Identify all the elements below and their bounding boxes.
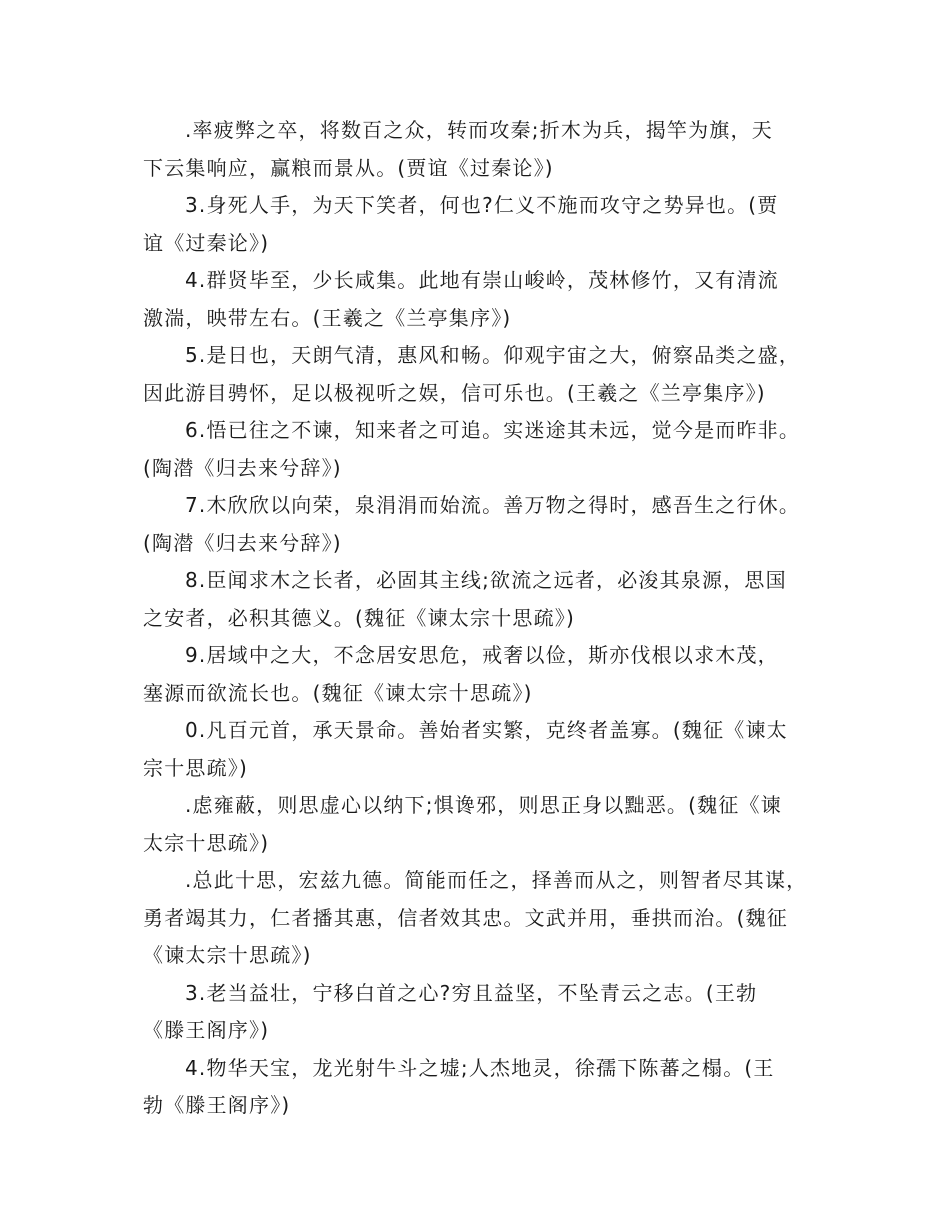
paragraph <box>143 787 813 862</box>
paragraph <box>143 637 813 712</box>
paragraph-line: 9.居域中之大，不念居安思危，戒奢以俭，斯亦伐根以求木茂， <box>185 643 779 667</box>
paragraph <box>143 412 813 487</box>
paragraph-line: 下云集响应，赢粮而景从。(贾谊《过秦论》) <box>143 155 554 180</box>
paragraph <box>143 862 813 975</box>
paragraph <box>143 487 813 562</box>
paragraph <box>143 712 813 787</box>
paragraph-line: 0.凡百元首，承天景命。善始者实繁，克终者盖寡。(魏征《谏太 <box>185 718 788 742</box>
paragraph-line: 激湍，映带左右。(王羲之《兰亭集序》) <box>143 305 512 330</box>
paragraph <box>143 112 813 187</box>
paragraph-line: 5.是日也，天朗气清，惠风和畅。仰观宇宙之大，俯察品类之盛， <box>185 343 801 367</box>
paragraph-line: (陶潜《归去来兮辞》) <box>143 530 342 555</box>
paragraph-line: 勃《滕王阁序》) <box>143 1093 291 1117</box>
paragraph-line: 7.木欣欣以向荣，泉涓涓而始流。善万物之得时，感吾生之行休。 <box>185 493 801 517</box>
paragraph-line: .虑雍蔽，则思虚心以纳下;惧谗邪，则思正身以黜恶。(魏征《谏 <box>185 793 782 817</box>
paragraph-line: 4.物华天宝，龙光射牛斗之墟;人杰地灵，徐孺下陈蕃之榻。(王 <box>185 1055 775 1080</box>
paragraph-line: 4.群贤毕至，少长咸集。此地有崇山峻岭，茂林修竹，又有清流 <box>185 268 779 292</box>
paragraph-line: 3.老当益壮，宁移白首之心?穷且益坚，不坠青云之志。(王勃 <box>185 980 758 1005</box>
paragraph-line: (陶潜《归去来兮辞》) <box>143 455 342 480</box>
paragraph-line: 6.悟已往之不谏，知来者之可追。实迷途其未远，觉今是而昨非。 <box>185 418 801 442</box>
paragraph <box>143 1050 813 1125</box>
paragraph-line: 因此游目骋怀，足以极视听之娱，信可乐也。(王羲之《兰亭集序》) <box>143 380 766 405</box>
paragraph <box>143 975 813 1050</box>
paragraph-line: 谊《过秦论》) <box>143 230 270 255</box>
paragraph-line: 太宗十思疏》) <box>143 830 270 855</box>
paragraph-line: 《谏太宗十思疏》) <box>143 943 312 967</box>
paragraph-line: 之安者，必积其德义。(魏征《谏太宗十思疏》) <box>143 605 576 630</box>
paragraph-line: .率疲弊之卒，将数百之众，转而攻秦;折木为兵，揭竿为旗，天 <box>185 118 773 142</box>
paragraph-line: 8.臣闻求木之长者，必固其主线;欲流之远者，必浚其泉源，思国 <box>185 568 787 592</box>
document-body <box>143 112 813 1125</box>
paragraph-line: 勇者竭其力，仁者播其惠，信者效其忠。文武并用，垂拱而治。(魏征 <box>143 905 789 930</box>
paragraph-line: 塞源而欲流长也。(魏征《谏太宗十思疏》) <box>143 680 533 705</box>
paragraph-line: 宗十思疏》) <box>143 755 249 780</box>
paragraph <box>143 562 813 637</box>
paragraph <box>143 187 813 262</box>
paragraph-line: 3.身死人手，为天下笑者，何也?仁义不施而攻守之势异也。(贾 <box>185 193 779 217</box>
paragraph-line: 《滕王阁序》) <box>143 1018 270 1042</box>
paragraph-line: .总此十思，宏兹九德。简能而任之，择善而从之，则智者尽其谋， <box>185 868 808 892</box>
paragraph <box>143 262 813 337</box>
paragraph <box>143 337 813 412</box>
